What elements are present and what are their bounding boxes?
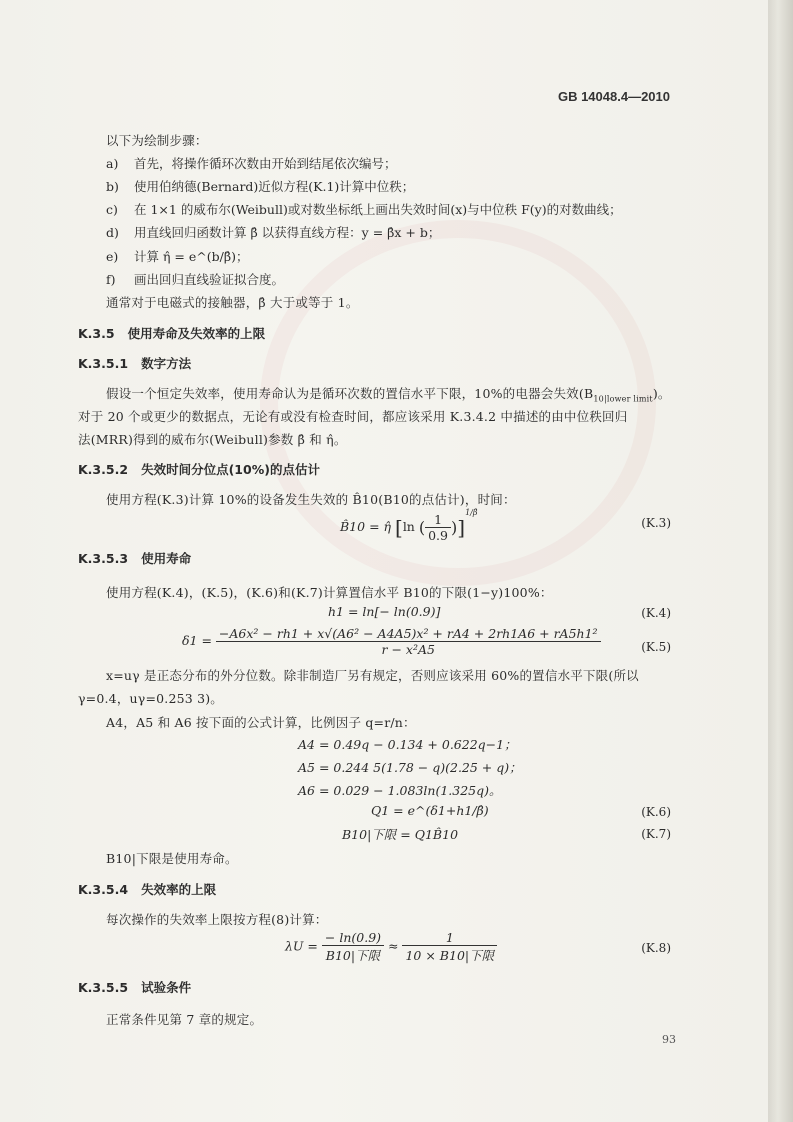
equation-tag-k8: (K.8) <box>641 941 671 955</box>
heading-k3554: K.3.5.4 失效率的上限 <box>78 882 217 897</box>
equation-k3: B̂10 = η̂ [ln ( $\frac{1}{0.9}$ )]$^{1/\betâ}$ <box>340 508 478 543</box>
equation-a5: A5 = 0.244 5(1.78 − q)(2.25 + q)； <box>298 760 522 775</box>
heading-k3551: K.3.5.1 数字方法 <box>78 356 192 371</box>
standard-number: GB 14048.4—2010 <box>557 89 670 104</box>
para-gamma: γ=0.4，uγ=0.253 3)。 <box>78 691 224 706</box>
equation-tag-k6: (K.6) <box>641 805 671 819</box>
note-beta: 通常对于电磁式的接触器，β̂ 大于或等于 1。 <box>106 295 359 310</box>
step-e: e) 计算 η̂ = e^(b/β̂)； <box>106 249 249 264</box>
page-edge <box>768 0 793 1122</box>
page-number: 93 <box>662 1033 676 1046</box>
step-d: d) 用直线回归函数计算 β̂ 以获得直线方程：y = β̂x + b； <box>106 225 441 240</box>
step-f: f) 画出回归直线验证拟合度。 <box>106 272 285 287</box>
heading-k3555: K.3.5.5 试验条件 <box>78 980 192 995</box>
para-failure-rate: 每次操作的失效率上限按方程(8)计算： <box>106 912 328 927</box>
equation-tag-k5: (K.5) <box>641 640 671 654</box>
equation-k7: B10|下限 = Q1B̂10 <box>342 827 459 842</box>
intro-text: 以下为绘制步骤： <box>106 133 208 148</box>
equation-k5: δ1 = $\frac{\text{−A6x² − rh1 + x√(A6² − A4A5)x² + rA4 + 2rh1A6 + rA5h1²}}{\text{r − x²A5}}$ <box>182 626 601 657</box>
heading-k355: K.3.5 使用寿命及失效率的上限 <box>78 326 266 341</box>
equation-tag-k4: (K.4) <box>641 606 671 620</box>
step-a: a) 首先，将操作循环次数由开始到结尾依次编号； <box>106 156 397 171</box>
heading-k3553: K.3.5.3 使用寿命 <box>78 551 192 566</box>
para-eq3-intro: 使用方程(K.3)计算 10%的设备发生失效的 B̂10(B10的点估计)，时间： <box>106 492 516 507</box>
para-service-life: B10|下限是使用寿命。 <box>106 851 238 866</box>
equation-a4: A4 = 0.49q − 0.134 + 0.622q−1； <box>298 737 517 752</box>
para-data-points: 对于 20 个或更少的数据点，无论有或没有检查时间，都应该采用 K.3.4.2 中描述的由中位秩回归 <box>78 409 628 424</box>
step-c: c) 在 1×1 的威布尔(Weibull)或对数坐标纸上画出失效时间(x)与中位秩 F(y)的对数曲线； <box>106 202 622 217</box>
para-mrr: 法(MRR)得到的威布尔(Weibull)参数 β̂ 和 η̂。 <box>78 432 347 447</box>
heading-k3552: K.3.5.2 失效时间分位点(10%)的点估计 <box>78 462 320 477</box>
para-constant-failure: 假设一个恒定失效率，使用寿命认为是循环次数的置信水平下限，10%的电器会失效$(B_{10|lower limit})$。 <box>106 386 671 404</box>
para-eq-list: 使用方程(K.4)，(K.5)，(K.6)和(K.7)计算置信水平 B10的下限(1−y)100%： <box>106 585 553 600</box>
equation-k6: Q1 = e^(δ1+h1/β̂) <box>371 803 489 818</box>
equation-tag-k3: (K.3) <box>641 516 671 530</box>
step-b: b) 使用伯纳德(Bernard)近似方程(K.1)计算中位秩； <box>106 179 415 194</box>
equation-tag-k7: (K.7) <box>641 827 671 841</box>
para-scale-factor: A4，A5 和 A6 按下面的公式计算，比例因子 q=r/n： <box>106 715 416 730</box>
equation-a6: A6 = 0.029 − 1.083ln(1.325q)。 <box>298 783 502 798</box>
para-quantile: x=uγ 是正态分布的外分位数。除非制造厂另有规定，否则应该采用 60%的置信水平下限(所以 <box>106 668 639 683</box>
equation-k8: λU = $\frac{- \ln(0.9)}{\text{B10|下限}}$ ≈ $\frac{1}{\text{10 × B10|下限}}$ <box>285 930 497 964</box>
equation-k4: h1 = ln[− ln(0.9)] <box>328 604 441 619</box>
para-test-conditions: 正常条件见第 7 章的规定。 <box>106 1012 263 1027</box>
